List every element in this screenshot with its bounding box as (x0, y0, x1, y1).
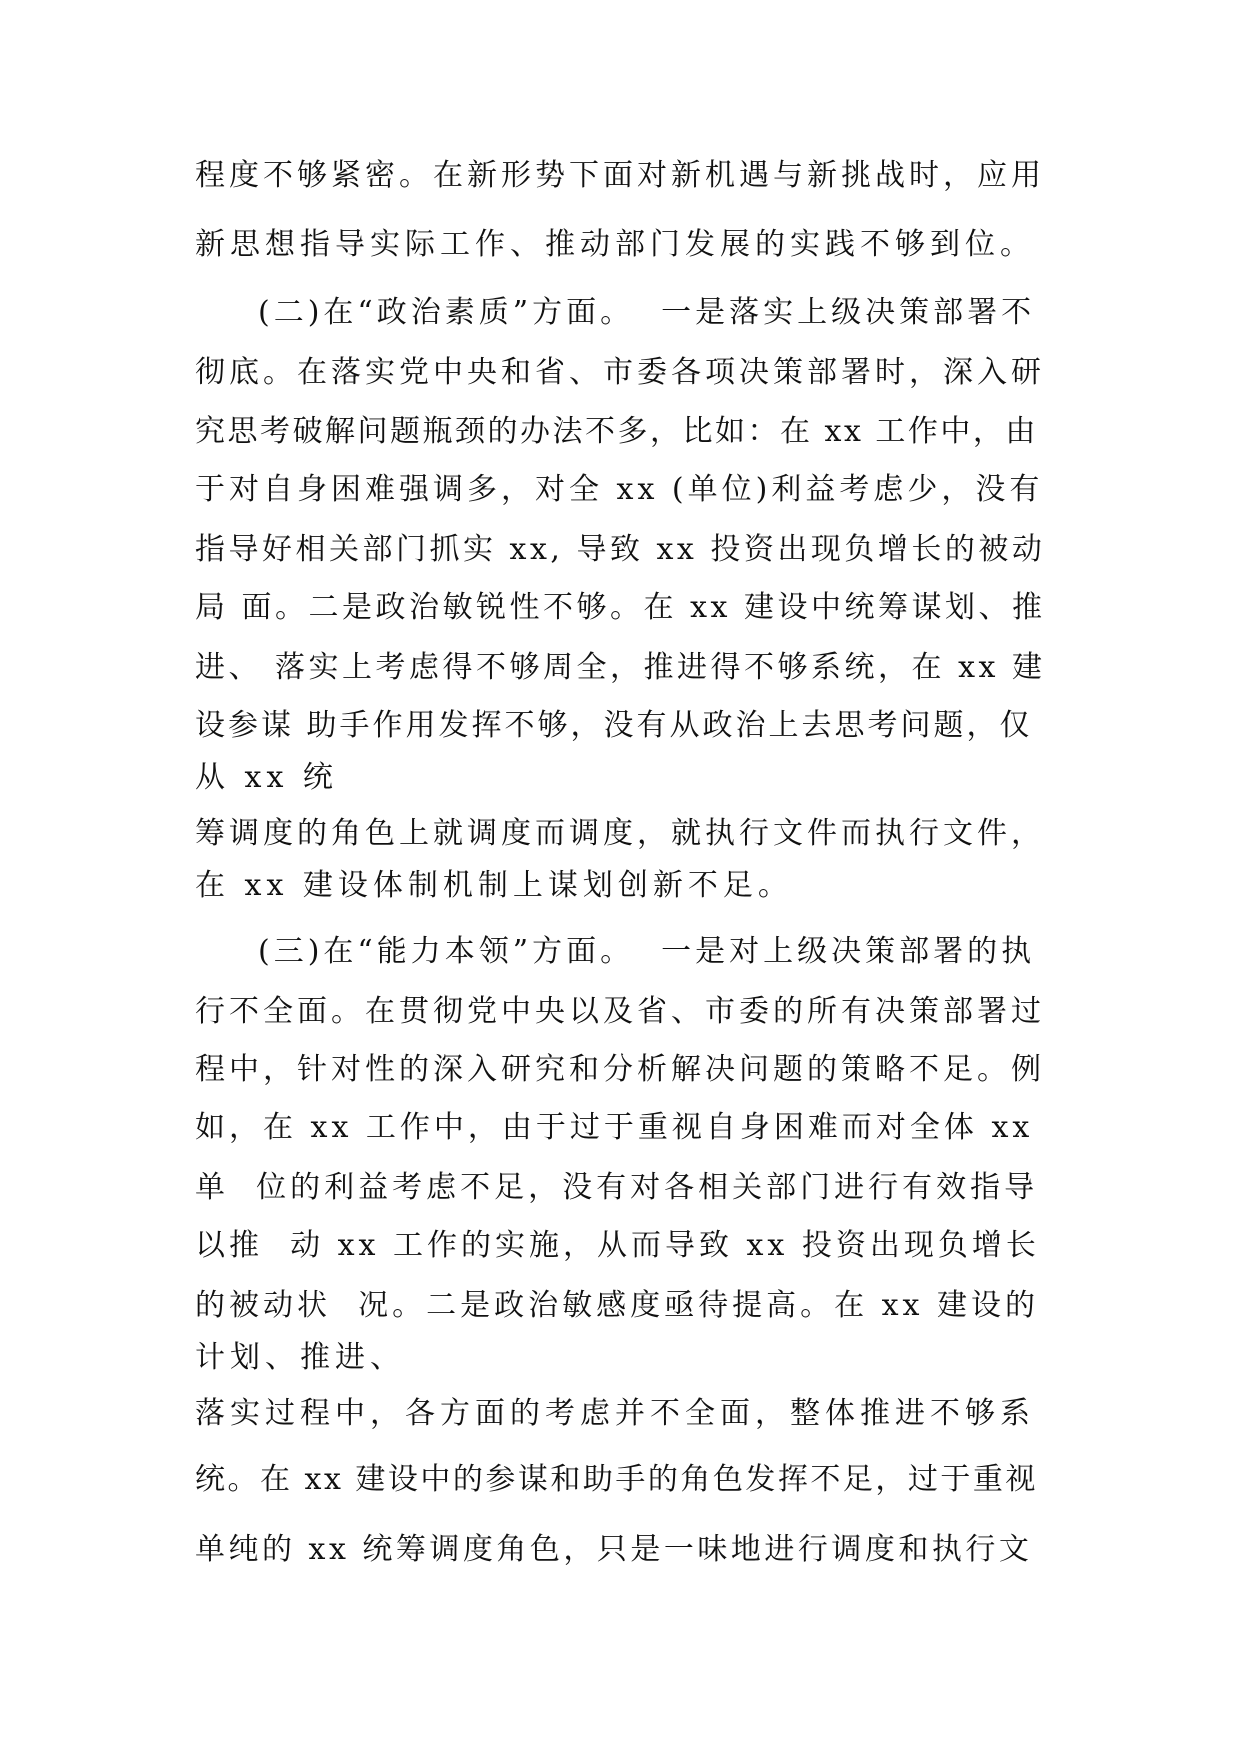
text-line: 在 xx 建设体制机制上谋划创新不足。 (195, 868, 793, 903)
text-line: 新思想指导实际工作、推动部门发展的实践不够到位。 (195, 227, 1035, 262)
text-line: 从 xx 统 (195, 760, 338, 795)
text-line: 单纯的 xx 统筹调度角色，只是一味地进行调度和执行文 (195, 1532, 1033, 1567)
text-line: 彻底。在落实党中央和省、市委各项决策部署时，深入研 (195, 355, 1045, 390)
text-line: 指导好相关部门抓实 xx, 导致 xx 投资出现负增长的被动 (195, 532, 1046, 567)
text-line: 如，在 xx 工作中，由于过于重视自身困难而对全体 xx (195, 1110, 1034, 1145)
section-heading-line: (三)在“能力本领”方面。 一是对上级决策部署的执 (258, 934, 1036, 969)
text-line: 进、 落实上考虑得不够周全，推进得不够系统，在 xx 建 (195, 650, 1046, 685)
text-line: 的被动状 况。二是政治敏感度亟待提高。在 xx 建设的 (195, 1288, 1039, 1323)
text-line: 局 面。二是政治敏锐性不够。在 xx 建设中统筹谋划、推 (195, 590, 1046, 625)
text-line: 单 位的利益考虑不足，没有对各相关部门进行有效指导 (195, 1170, 1039, 1205)
text-line: 统。在 xx 建设中的参谋和助手的角色发挥不足，过于重视 (195, 1462, 1038, 1497)
text-line: 落实过程中，各方面的考虑并不全面，整体推进不够系 (195, 1396, 1035, 1431)
text-line: 究思考破解问题瓶颈的办法不多，比如：在 xx 工作中，由 (195, 414, 1038, 449)
text-line: 程度不够紧密。在新形势下面对新机遇与新挑战时，应用 (195, 158, 1045, 193)
text-line: 以推 动 xx 工作的实施，从而导致 xx 投资出现负增长 (195, 1228, 1040, 1263)
text-line: 计划、推进、 (195, 1340, 405, 1375)
text-line: 设参谋 助手作用发挥不够，没有从政治上去思考问题，仅 (195, 708, 1033, 743)
text-line: 程中，针对性的深入研究和分析解决问题的策略不足。例 (195, 1052, 1045, 1087)
section-heading-line: (二)在“政治素质”方面。 一是落实上级决策部署不 (258, 295, 1036, 330)
text-line: 于对自身困难强调多，对全 xx (单位)利益考虑少，没有 (195, 472, 1044, 507)
text-line: 行不全面。在贯彻党中央以及省、市委的所有决策部署过 (195, 994, 1045, 1029)
text-line: 筹调度的角色上就调度而调度，就执行文件而执行文件， (195, 816, 1045, 851)
